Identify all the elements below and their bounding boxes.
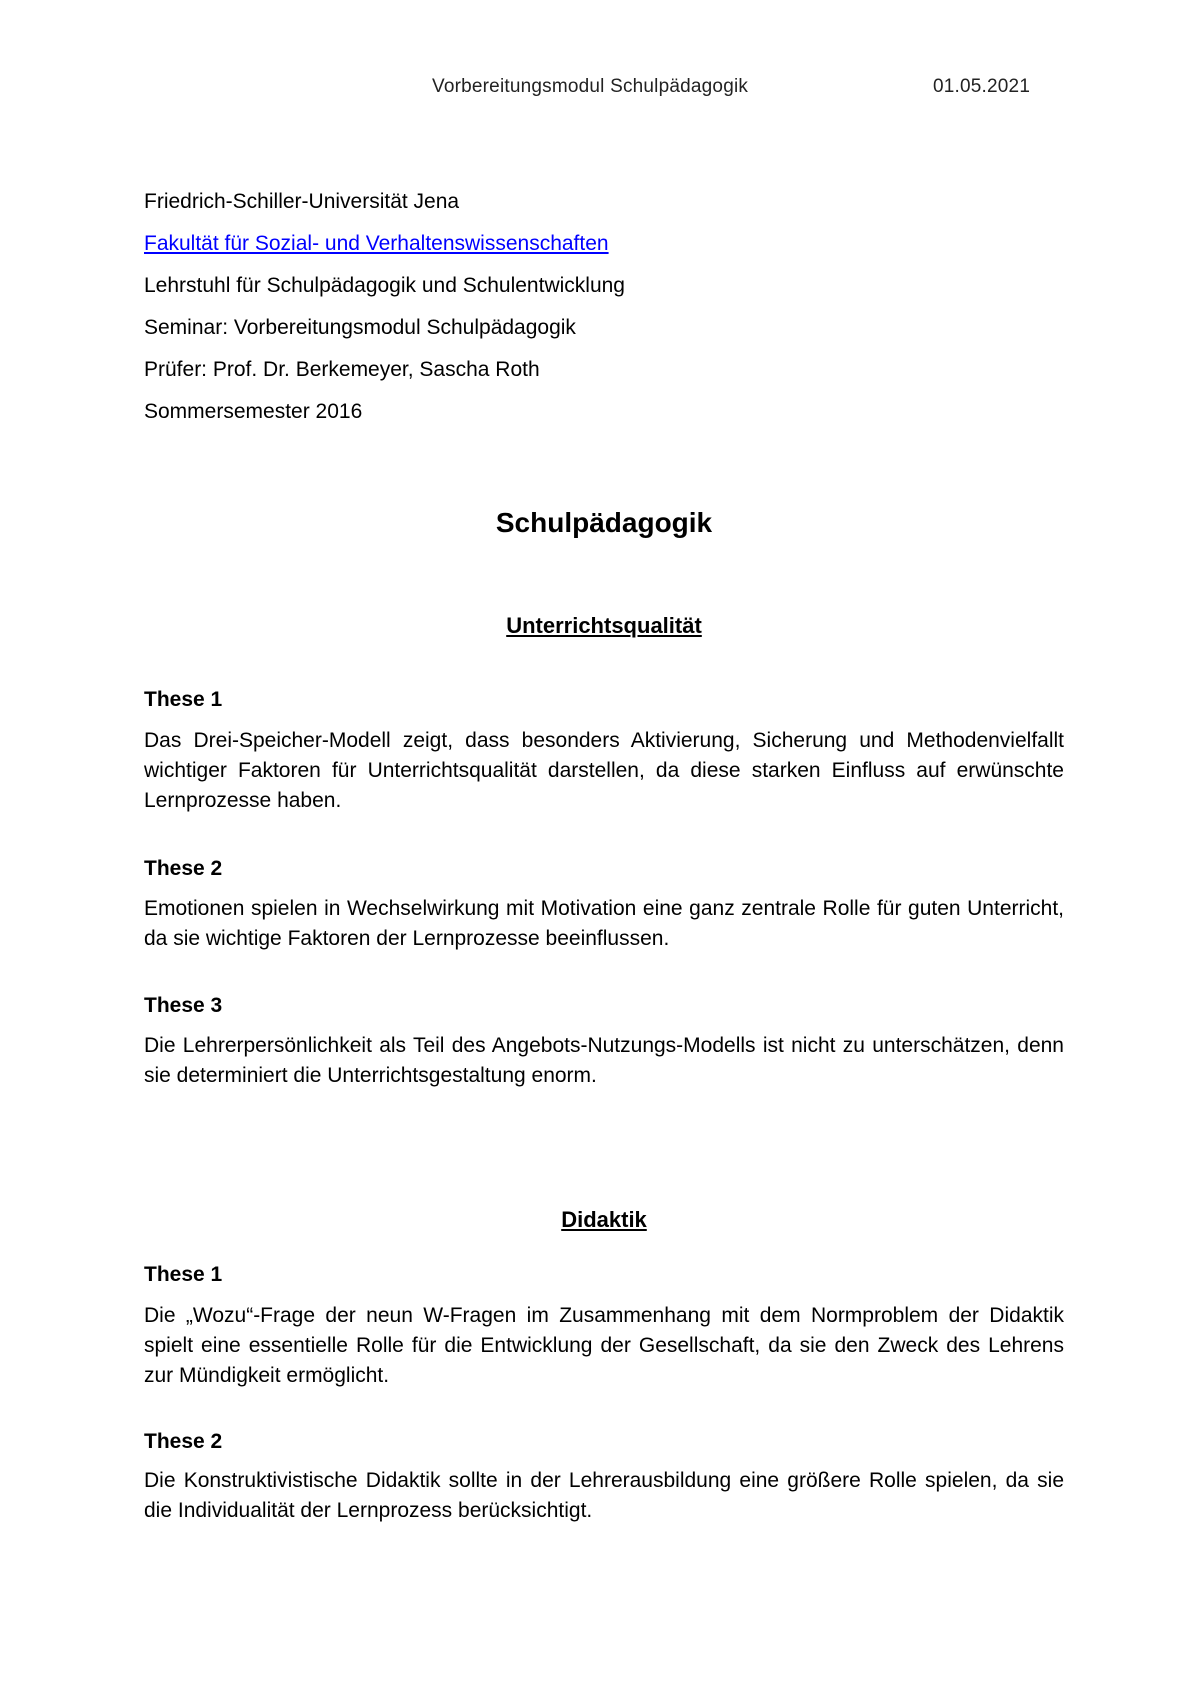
- these-text: Emotionen spielen in Wechselwirkung mit Motivation eine ganz zentrale Rolle für guten Unterricht, da sie wichtige Faktoren der Lernprozesse beeinflussen.: [144, 897, 1064, 950]
- header-module: Vorbereitungsmodul Schulpädagogik: [432, 76, 749, 97]
- these-text: Die Lehrerpersönlichkeit als Teil des Angebots-Nutzungs-Modells ist nicht zu unterschätzen, denn sie determiniert die Unterrichtsgestaltung enorm.: [144, 1034, 1064, 1087]
- semester: Sommersemester 2016: [144, 400, 363, 423]
- these-label: These 1: [144, 688, 223, 711]
- these-label: These 3: [144, 994, 223, 1017]
- examiners: Prüfer: Prof. Dr. Berkemeyer, Sascha Roth: [144, 358, 540, 381]
- header-date: 01.05.2021: [933, 76, 1031, 97]
- faculty-link[interactable]: Fakultät für Sozial- und Verhaltenswissenschaften: [144, 232, 609, 255]
- university-name: Friedrich-Schiller-Universität Jena: [144, 190, 460, 213]
- section-title-unterrichtsqualitaet: Unterrichtsqualität: [506, 613, 702, 638]
- chair-name: Lehrstuhl für Schulpädagogik und Schulentwicklung: [144, 274, 625, 297]
- page-header: [0, 76, 1200, 102]
- seminar-name: Seminar: Vorbereitungsmodul Schulpädagogik: [144, 316, 576, 339]
- these-label: These 2: [144, 1430, 223, 1453]
- meta-block: [144, 188, 1074, 440]
- these-text: Die Konstruktivistische Didaktik sollte in der Lehrerausbildung eine größere Rolle spielen, da sie die Individualität der Lernprozess berücksichtigt.: [144, 1469, 1064, 1522]
- these-label: These 2: [144, 857, 223, 880]
- these-text: Die „Wozu“-Frage der neun W-Fragen im Zusammenhang mit dem Normproblem der Didaktik spielt eine essentielle Rolle für die Entwicklung der Gesellschaft, da sie den Zweck des Lehrens zur Mündigkeit ermöglicht.: [144, 1304, 1064, 1387]
- these-label: These 1: [144, 1263, 223, 1286]
- document-title: Schulpädagogik: [495, 507, 713, 538]
- these-text: Das Drei-Speicher-Modell zeigt, dass besonders Aktivierung, Sicherung und Methodenvielfallt wichtiger Faktoren für Unterrichtsqualität darstellen, da diese starken Einfluss auf erwünschte Lernprozesse haben.: [144, 729, 1064, 812]
- section-title-didaktik: Didaktik: [561, 1207, 647, 1232]
